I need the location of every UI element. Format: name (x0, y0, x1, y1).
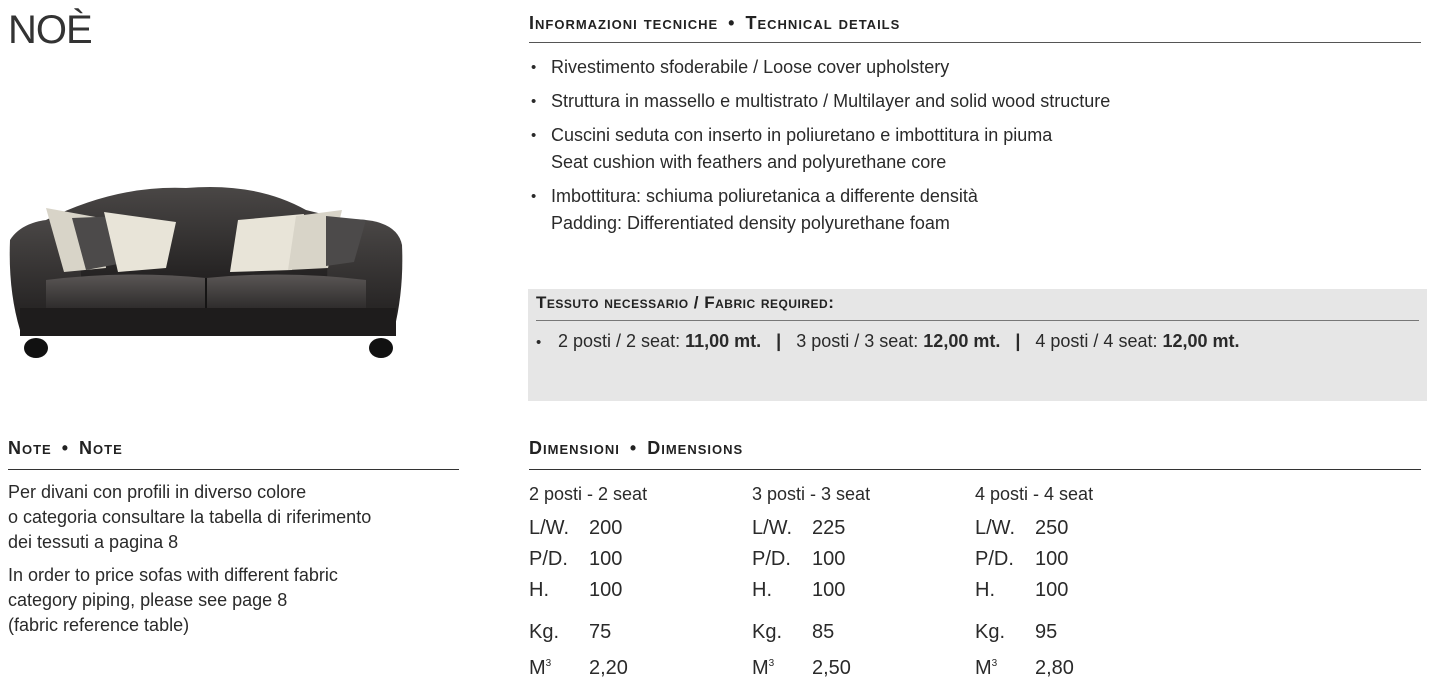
dimensions-heading (529, 438, 1421, 459)
dimension-value: 100 (1035, 579, 1069, 601)
volume-label: M (529, 657, 546, 679)
product-title: NOÈ (8, 8, 92, 52)
divider (8, 469, 459, 470)
list-item-text: Rivestimento sfoderabile / Loose cover upholstery (551, 57, 950, 77)
technical-details-heading (529, 13, 1421, 34)
dimension-label: Kg. (752, 621, 783, 643)
column-title: 3 posti - 3 seat (752, 484, 871, 504)
fabric-value: 11,00 mt. (685, 331, 762, 351)
volume-superscript: 3 (991, 658, 998, 669)
dimension-value: 250 (1035, 517, 1069, 539)
list-item (529, 88, 1421, 115)
dimension-value: 225 (812, 517, 846, 539)
volume-superscript: 3 (545, 658, 552, 669)
dimension-row-kg (752, 617, 972, 648)
fabric-required-box (528, 289, 1427, 401)
dimension-value: 100 (589, 579, 623, 601)
dimension-row-kg (529, 617, 749, 648)
dimension-value: 100 (1035, 548, 1069, 570)
divider (536, 320, 1419, 321)
dimension-label: P/D. (975, 548, 1014, 570)
dimension-row-m3 (529, 648, 749, 679)
heading-en: Note (79, 438, 123, 458)
dimension-row-lw (975, 513, 1195, 544)
dimension-row-pd (752, 544, 972, 575)
technical-details-list (529, 54, 1421, 237)
fabric-label: 4 posti / 4 seat: (1035, 331, 1158, 351)
list-item-text: Padding: Differentiated density polyurethane foam (551, 213, 950, 233)
dimension-label: L/W. (975, 517, 1016, 539)
dimension-column (752, 470, 972, 679)
dimension-value: 100 (812, 548, 846, 570)
fabric-value: 12,00 mt. (923, 331, 1001, 351)
pipe-separator: | (776, 331, 782, 351)
fabric-required-heading: Tessuto necessario / Fabric required: (536, 293, 835, 312)
heading-en: Technical details (745, 13, 901, 33)
note-line: (fabric reference table) (8, 615, 190, 635)
fabric-label: 2 posti / 2 seat: (558, 331, 681, 351)
heading-it: Note (8, 438, 52, 458)
dimension-column (529, 470, 749, 679)
list-item (529, 54, 1421, 81)
dimension-label: H. (975, 579, 995, 601)
list-item-text: Seat cushion with feathers and polyurethane core (551, 152, 947, 172)
dimension-row-kg (975, 617, 1195, 648)
heading-separator: • (61, 438, 70, 458)
note-line: dei tessuti a pagina 8 (8, 532, 179, 552)
list-item (529, 183, 1421, 237)
note-line: category piping, please see page 8 (8, 590, 288, 610)
dimension-row-lw (529, 513, 749, 544)
dimension-value: 100 (812, 579, 846, 601)
dimension-row-h (752, 575, 972, 606)
heading-separator: • (629, 438, 638, 458)
dimension-label: L/W. (529, 517, 570, 539)
dimension-label: P/D. (529, 548, 568, 570)
heading-separator: • (728, 13, 736, 33)
dimension-label: H. (752, 579, 772, 601)
note-english-text (8, 563, 459, 638)
heading-en: Dimensions (647, 438, 744, 458)
dimension-label (975, 648, 1035, 684)
dimension-label: Kg. (975, 621, 1006, 643)
dimension-value: 2,80 (1035, 657, 1074, 679)
dimension-label: H. (529, 579, 549, 601)
sofa-image (6, 180, 406, 370)
volume-label: M (975, 657, 992, 679)
dimension-value: 75 (589, 621, 612, 643)
dimension-row-lw (752, 513, 972, 544)
fabric-label: 3 posti / 3 seat: (796, 331, 919, 351)
column-title: 2 posti - 2 seat (529, 484, 648, 504)
dimensions-table (529, 470, 1421, 689)
dimension-label (752, 648, 812, 684)
bullet: • (536, 334, 542, 351)
heading-it: Dimensioni (529, 438, 620, 458)
dimension-value: 2,50 (812, 657, 851, 679)
dimension-label (529, 648, 589, 684)
dimension-label: L/W. (752, 517, 793, 539)
dimension-row-m3 (752, 648, 972, 679)
fabric-required-line (536, 329, 1419, 355)
dimension-value: 200 (589, 517, 623, 539)
dimension-value: 2,20 (589, 657, 628, 679)
dimension-value: 100 (589, 548, 623, 570)
list-item-text: Imbottitura: schiuma poliuretanica a differente densità (551, 186, 978, 206)
note-line: In order to price sofas with different fabric (8, 565, 338, 585)
dimension-row-h (975, 575, 1195, 606)
dimension-row-m3 (975, 648, 1195, 679)
dimension-value: 95 (1035, 621, 1058, 643)
dimension-label: P/D. (752, 548, 791, 570)
list-item-text: Cuscini seduta con inserto in poliuretano e imbottitura in piuma (551, 125, 1053, 145)
dimension-label: Kg. (529, 621, 560, 643)
pipe-separator: | (1015, 331, 1021, 351)
note-section (8, 438, 459, 638)
volume-superscript: 3 (768, 658, 775, 669)
dimension-value: 85 (812, 621, 835, 643)
divider (529, 42, 1421, 43)
dimension-row-h (529, 575, 749, 606)
dimension-row-pd (975, 544, 1195, 575)
column-title: 4 posti - 4 seat (975, 484, 1094, 504)
dimension-column (975, 470, 1195, 679)
list-item-text: Struttura in massello e multistrato / Multilayer and solid wood structure (551, 91, 1111, 111)
note-line: o categoria consultare la tabella di riferimento (8, 507, 372, 527)
note-heading (8, 438, 459, 459)
technical-details-section (529, 13, 1421, 244)
volume-label: M (752, 657, 769, 679)
list-item (529, 122, 1421, 176)
note-italian-text (8, 480, 459, 555)
dimension-row-pd (529, 544, 749, 575)
dimensions-section (529, 438, 1421, 689)
heading-it: Informazioni tecniche (529, 13, 719, 33)
note-line: Per divani con profili in diverso colore (8, 482, 307, 502)
fabric-value: 12,00 mt. (1162, 331, 1240, 351)
